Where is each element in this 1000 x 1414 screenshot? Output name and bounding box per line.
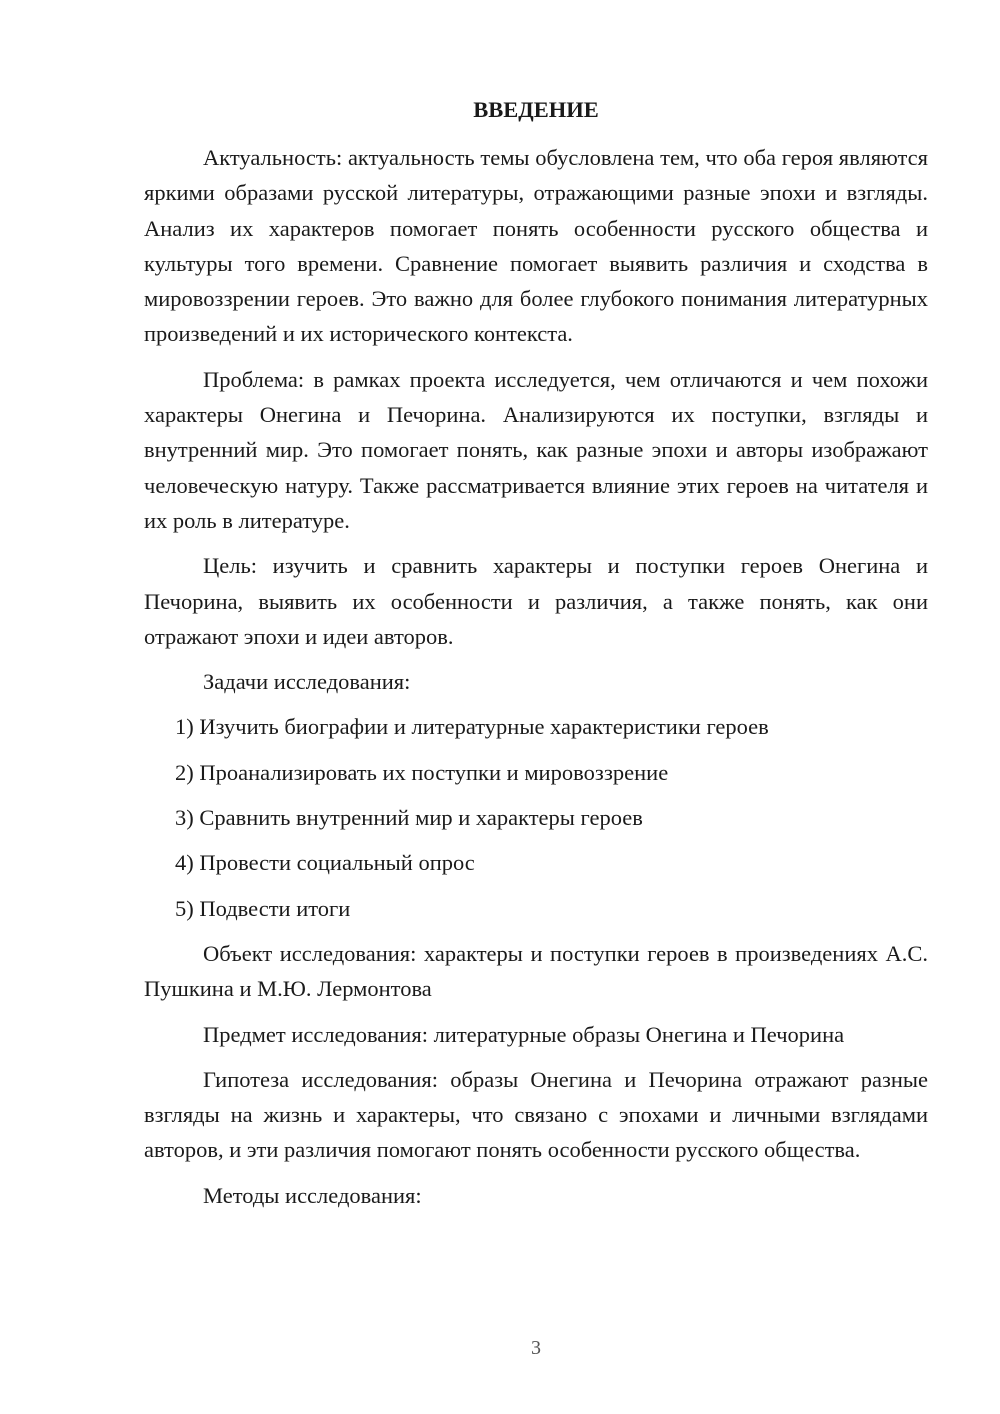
list-item: 5) Подвести итоги (175, 895, 351, 921)
paragraph-problem: Проблема: в рамках проекта исследуется, чем отличаются и чем похожи характеры Онегина и Печорина. Анализируются их поступки, взгляды и внутренний мир. Это помогает понять, как разные эпохи и авторы изображают человеческую натуру. Также рассматривается влияние этих героев на читателя и их роль в литературе. (144, 366, 928, 533)
tasks-list (144, 709, 928, 925)
methods-label: Методы исследования: (203, 1182, 422, 1208)
paragraph-hypothesis: Гипотеза исследования: образы Онегина и Печорина отражают разные взгляды на жизнь и характеры, что связано с эпохами и личными взглядами авторов, и эти различия помогают понять особенности русского общества. (144, 1066, 928, 1163)
paragraph-object: Объект исследования: характеры и поступки героев в произведениях А.С. Пушкина и М.Ю. Лермонтова (144, 940, 928, 1002)
page-number: 3 (531, 1337, 541, 1359)
list-item: 2) Проанализировать их поступки и мировоззрение (175, 759, 669, 785)
section-heading: ВВЕДЕНИЕ (473, 97, 599, 122)
page-content (144, 94, 928, 1223)
list-item: 1) Изучить биографии и литературные характеристики героев (175, 714, 769, 740)
list-item: 3) Сравнить внутренний мир и характеры героев (175, 805, 643, 831)
paragraph-relevance: Актуальность: актуальность темы обусловлена тем, что оба героя являются яркими образами русской литературы, отражающими разные эпохи и взгляды. Анализ их характеров помогает понять особенности русского общества и культуры того времени. Сравнение помогает выявить различия и сходства в мировоззрении героев. Это важно для более глубокого понимания литературных произведений и их исторического контекста. (144, 145, 928, 347)
list-item: 4) Провести социальный опрос (175, 850, 475, 876)
paragraph-subject: Предмет исследования: литературные образы Онегина и Печорина (203, 1021, 845, 1047)
paragraph-goal: Цель: изучить и сравнить характеры и поступки героев Онегина и Печорина, выявить их особенности и различия, а также понять, как они отражают эпохи и идеи авторов. (144, 553, 928, 649)
tasks-label: Задачи исследования: (203, 669, 411, 695)
